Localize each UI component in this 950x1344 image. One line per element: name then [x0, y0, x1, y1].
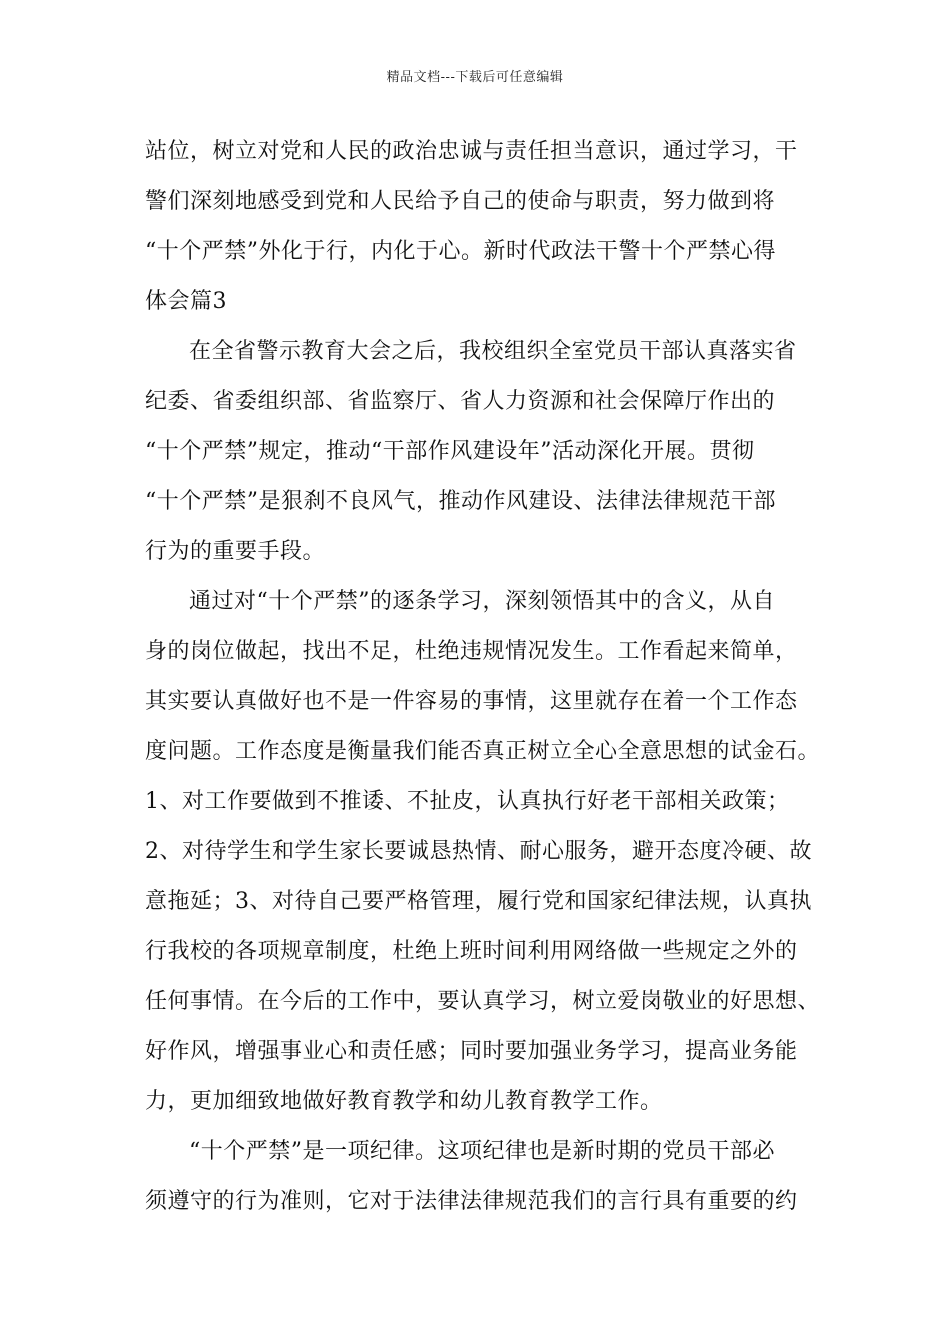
- text-line: 好作风，增强事业心和责任感；同时要加强业务学习，提高业务能: [145, 1039, 798, 1064]
- page-header: 精品文档---下载后可任意编辑: [386, 70, 564, 85]
- text-line: 体会篇3: [145, 289, 227, 314]
- text-line: 度问题。工作态度是衡量我们能否真正树立全心全意思想的试金石。: [145, 739, 821, 764]
- paragraph-first-line: 在全省警示教育大会之后，我校组织全室党员干部认真落实省: [189, 339, 797, 364]
- text-line: 任何事情。在今后的工作中，要认真学习，树立爱岗敬业的好思想、: [145, 989, 821, 1014]
- text-line: 警们深刻地感受到党和人民给予自己的使命与职责，努力做到将: [145, 189, 776, 214]
- text-line: 纪委、省委组织部、省监察厅、省人力资源和社会保障厅作出的: [145, 389, 776, 414]
- text-line: 2、对待学生和学生家长要诚恳热情、耐心服务，避开态度冷硬、故: [145, 839, 812, 864]
- text-line: 其实要认真做好也不是一件容易的事情，这里就存在着一个工作态: [145, 689, 798, 714]
- text-line: 意拖延；3、对待自己要严格管理，履行党和国家纪律法规，认真执: [145, 889, 812, 914]
- text-line: “十个严禁”外化于行，内化于心。新时代政法干警十个严禁心得: [145, 239, 776, 264]
- text-line: 力，更加细致地做好教育教学和幼儿教育教学工作。: [145, 1089, 663, 1114]
- paragraph-first-line: 通过对“十个严禁”的逐条学习，深刻领悟其中的含义，从自: [189, 589, 775, 614]
- paragraph-first-line: “十个严禁”是一项纪律。这项纪律也是新时期的党员干部必: [189, 1139, 775, 1164]
- text-line: “十个严禁”是狠刹不良风气，推动作风建设、法律法律规范干部: [145, 489, 776, 514]
- text-line: 须遵守的行为准则，它对于法律法律规范我们的言行具有重要的约: [145, 1189, 798, 1214]
- text-line: 行为的重要手段。: [145, 539, 326, 564]
- text-line: 1、对工作要做到不推诿、不扯皮，认真执行好老干部相关政策；: [145, 789, 790, 814]
- text-line: “十个严禁”规定，推动“干部作风建设年”活动深化开展。贯彻: [145, 439, 755, 464]
- text-line: 行我校的各项规章制度，杜绝上班时间利用网络做一些规定之外的: [145, 939, 798, 964]
- text-line: 站位，树立对党和人民的政治忠诚与责任担当意识，通过学习，干: [145, 139, 798, 164]
- document-body: [145, 127, 821, 1227]
- text-line: 身的岗位做起，找出不足，杜绝违规情况发生。工作看起来简单，: [145, 639, 798, 664]
